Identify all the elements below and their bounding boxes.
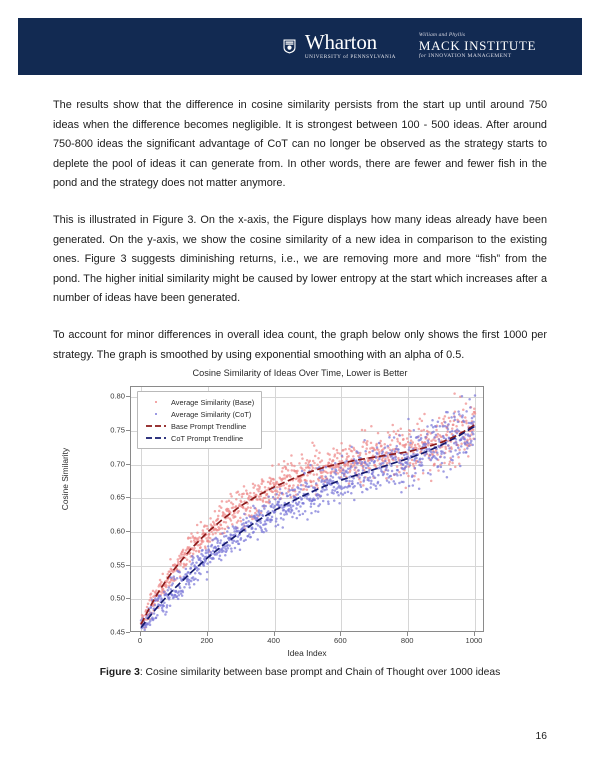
x-tick-label: 200	[200, 636, 214, 645]
y-tick-mark	[126, 396, 130, 397]
legend-label-cot-points: Average Similarity (CoT)	[171, 409, 252, 419]
legend-label-base-points: Average Similarity (Base)	[171, 397, 255, 407]
mack-tagline-main: INNOVATION MANAGEMENT	[428, 53, 512, 60]
legend-item-base-points	[143, 396, 254, 408]
wharton-mack-logo	[283, 32, 536, 60]
y-axis-tick-labels	[83, 386, 125, 637]
wharton-wordmark	[305, 32, 396, 60]
x-tick-mark	[474, 632, 475, 636]
legend-marker-cot-dot	[143, 413, 169, 416]
y-tick-label: 0.70	[110, 459, 125, 468]
mack-institute-name: MACK INSTITUTE	[418, 38, 536, 54]
y-tick-mark	[126, 531, 130, 532]
figure-caption-text: : Cosine similarity between base prompt and Chain of Thought over 1000 ideas	[139, 667, 501, 678]
paragraph-2: This is illustrated in Figure 3. On the x-axis, the Figure displays how many ideas already have been generated. On the y-axis, we show the cosine similarity of a new idea in comparison to the existing ones. Figure 3 suggests diminishing returns, i.e., we are removing more and more “fish” from the pond. The higher initial similarity might be caused by lower entropy at the start which increases after a number of ideas have been generated.	[53, 213, 547, 305]
legend-label-base-trend: Base Prompt Trendline	[171, 421, 247, 431]
y-tick-mark	[126, 598, 130, 599]
figure-3	[53, 364, 547, 678]
wharton-name: Wharton	[304, 30, 377, 55]
y-tick-label: 0.75	[110, 425, 125, 435]
base-trendline-path	[141, 425, 475, 625]
paragraph-3: To account for minor differences in overall idea count, the graph below only shows the first 1000 per strategy. The graph is smoothed by using exponential smoothing with an alpha of 0.5.	[53, 328, 547, 361]
x-tick-label: 1000	[465, 636, 483, 645]
y-tick-mark	[126, 464, 130, 465]
mack-institute-wordmark	[412, 33, 536, 60]
y-tick-label: 0.60	[110, 526, 125, 536]
x-tick-label: 0	[137, 636, 143, 645]
legend-marker-cot-dash	[143, 435, 169, 441]
legend-item-cot-points	[143, 408, 254, 420]
x-tick-label: 600	[334, 636, 347, 645]
page-number: 16	[535, 731, 547, 742]
chart-legend	[137, 391, 262, 449]
x-tick-label: 400	[267, 636, 280, 645]
x-tick-mark	[407, 632, 408, 636]
mack-tagline	[419, 54, 512, 60]
cot-trendline-path	[141, 426, 475, 628]
chart-container	[53, 364, 547, 656]
y-tick-label: 0.65	[110, 492, 125, 502]
y-tick-mark	[126, 497, 130, 498]
y-tick-mark	[126, 565, 130, 566]
x-tick-mark	[140, 632, 141, 636]
x-tick-mark	[274, 632, 275, 636]
legend-item-base-trend	[143, 420, 254, 432]
y-tick-label: 0.45	[110, 627, 125, 637]
mack-tagline-for: for	[418, 53, 427, 60]
y-tick-label: 0.50	[110, 593, 125, 603]
wharton-shield-icon	[283, 39, 296, 54]
page-header-band	[18, 18, 582, 75]
y-tick-label: 0.55	[110, 560, 125, 570]
y-tick-mark	[126, 632, 130, 633]
legend-marker-base-dot	[143, 401, 169, 404]
y-axis-label: Cosine Similarity	[60, 447, 70, 511]
document-body	[53, 96, 547, 382]
x-tick-mark	[340, 632, 341, 636]
x-tick-mark	[207, 632, 208, 636]
chart-title: Cosine Similarity of Ideas Over Time, Lower is Better	[192, 368, 408, 378]
legend-item-cot-trend	[143, 432, 254, 444]
x-tick-label: 800	[400, 636, 414, 645]
wharton-subtitle: UNIVERSITY of PENNSYLVANIA	[304, 54, 396, 61]
legend-marker-base-dash	[143, 423, 169, 429]
y-tick-label: 0.80	[110, 391, 125, 401]
paragraph-1: The results show that the difference in cosine similarity persists from the start up until around 750 ideas when the difference becomes negligible. It is strongest between 100 - 500 ideas. After around 750-800 ideas the significant advantage of CoT can no longer be observed as the strategy starts to deplete the pool of ideas it can generate from. In other words, there are fewer and fewer fish in the pond and the strategy does not matter anymore.	[53, 99, 547, 190]
legend-label-cot-trend: CoT Prompt Trendline	[171, 433, 244, 443]
y-tick-mark	[126, 430, 130, 431]
figure-caption-label: Figure 3	[99, 667, 140, 678]
x-axis-label: Idea Index	[287, 648, 327, 658]
x-axis-tick-labels	[130, 636, 484, 650]
figure-caption	[53, 667, 547, 678]
mack-donor-line: William and Phyllis	[418, 31, 466, 38]
